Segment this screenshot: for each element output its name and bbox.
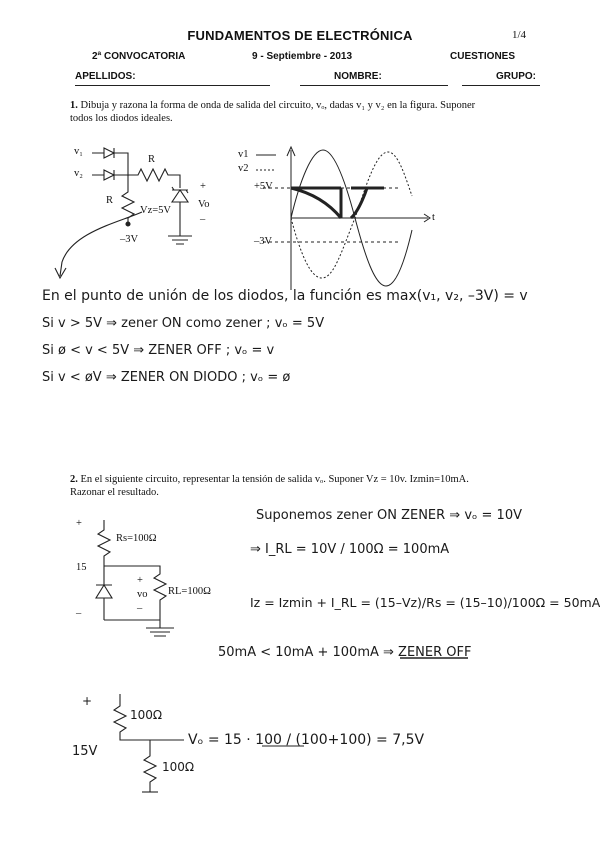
q1-answer-line-1: En el punto de unión de los diodos, la función es max(v₁, v₂, –3V) = v (42, 288, 528, 304)
q1-answer-line-4: Si v < øV ⇒ ZENER ON DIODO ; vₒ = ø (42, 370, 291, 385)
question-2 (70, 473, 550, 499)
sub-label-r1: 100Ω (130, 708, 163, 722)
label-v1: v₁ (74, 146, 83, 157)
resistor-rs (98, 520, 110, 566)
sub-label-plus: + (82, 694, 93, 708)
wave-vo-curve (291, 188, 341, 218)
question-2-line-2: Razonar el resultado. (70, 487, 159, 498)
q2-label-vo-plus: + (137, 575, 143, 586)
q2-label-15: 15 (76, 562, 87, 573)
plot-label-v2: v2 (238, 163, 249, 174)
q2-label-minus: – (76, 608, 82, 619)
page-number: 1/4 (512, 29, 527, 41)
resistor-rl (104, 566, 166, 620)
question-1-line-2: todos los diodos ideales. (70, 113, 173, 124)
q2-label-rl: RL=100Ω (168, 586, 211, 597)
field-nombre: NOMBRE: (334, 71, 382, 82)
question-2-number: 2. (70, 474, 78, 485)
diode-1-symbol (92, 148, 128, 176)
q2-answer-line-3: Iz = Izmin + I_RL = (15–Vz)/Rs = (15–10)/100Ω = 50mA (250, 595, 600, 610)
sub-label-15v: 15V (72, 744, 98, 759)
q2-answer-line-2: ⇒ I_RL = 10V / 100Ω = 100mA (250, 542, 450, 557)
q1-plot (256, 147, 430, 290)
plot-label-v1: v1 (238, 149, 249, 160)
field-grupo: GRUPO: (496, 71, 536, 82)
label-plus: + (200, 181, 206, 192)
q2-label-rs: Rs=100Ω (116, 533, 157, 544)
q2-answer-line-1: Suponemos zener ON ZENER ⇒ vₒ = 10V (256, 508, 522, 523)
label-r-left: R (106, 195, 114, 206)
node-minus3v (126, 222, 130, 226)
exam-date: 9 - Septiembre - 2013 (252, 51, 353, 62)
label-r-top: R (148, 154, 156, 165)
ground-q2 (104, 620, 174, 636)
plot-label-t: t (432, 212, 435, 223)
zener-diode (168, 187, 192, 244)
q1-answer-line-3: Si ø < v < 5V ⇒ ZENER OFF ; vₒ = v (42, 343, 275, 358)
resistor-top (128, 169, 180, 188)
q2-label-plus: + (76, 518, 82, 529)
exam-section: CUESTIONES (450, 51, 516, 62)
plot-label-plus5: +5V (254, 181, 273, 192)
zener-q2 (96, 566, 112, 620)
plot-label-minus3: –3V (254, 236, 273, 247)
q1-answer-line-2: Si v > 5V ⇒ zener ON como zener ; vₒ = 5V (42, 316, 325, 331)
wave-v2 (291, 152, 412, 278)
label-v2: v₂ (74, 168, 83, 179)
question-1-line-1: Dibuja y razona la forma de onda de salida del circuito, vₒ, dadas v₁ y v₂ en la figura. Suponer (80, 100, 476, 111)
q2-label-vo: vo (137, 589, 148, 600)
q2-label-vo-minus: – (137, 603, 143, 614)
field-apellidos: APELLIDOS: (75, 71, 136, 82)
question-1-number: 1. (70, 100, 78, 111)
resistor-left (122, 175, 134, 222)
wave-vo-rise (351, 188, 367, 218)
question-2-line-1: En el siguiente circuito, representar la tensión de salida vₒ. Suponer Vz = 10v. Izmin=10mA. (80, 474, 469, 485)
document-title: FUNDAMENTOS DE ELECTRÓNICA (187, 28, 413, 43)
label-minus: – (200, 214, 206, 225)
exam-session: 2ª CONVOCATORIA (92, 51, 186, 62)
label-minus3v: –3V (120, 234, 139, 245)
label-vo: Vo (198, 199, 210, 210)
sub-label-r2: 100Ω (162, 760, 195, 774)
label-vz: Vz=5V (140, 205, 171, 216)
q2-answer-line-4: 50mA < 10mA + 100mA ⇒ ZENER OFF (218, 645, 472, 660)
diode-2-symbol (92, 170, 128, 180)
sub-equation: Vₒ = 15 · 100 / (100+100) = 7,5V (188, 732, 425, 748)
